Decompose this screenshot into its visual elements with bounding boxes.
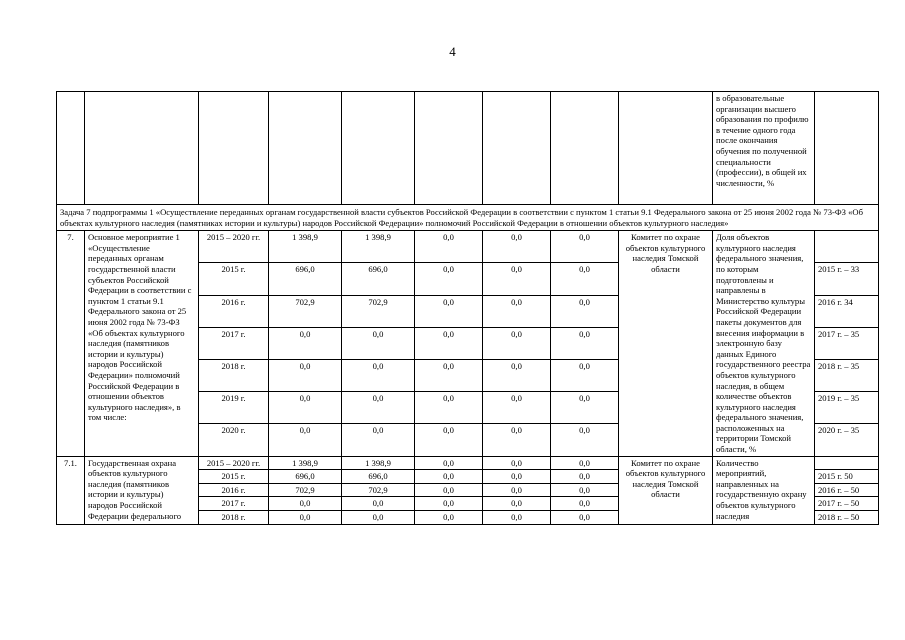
indicator-cell: Количество мероприятий, направленных на государственную охрану объектов культурного наследия	[713, 456, 815, 524]
row-number: 7.1.	[57, 456, 85, 524]
period-cell: 2017 г.	[199, 327, 269, 359]
federal-cell: 0,0	[342, 327, 415, 359]
activity-name: Государственная охрана объектов культурного наследия (памятников истории и культуры) народов Российской Федерации федерального	[85, 456, 199, 524]
federal-cell: 702,9	[342, 483, 415, 497]
regional-cell: 0,0	[415, 483, 483, 497]
period-cell: 2020 г.	[199, 424, 269, 456]
period-cell: 2015 – 2020 гг.	[199, 456, 269, 470]
local-cell: 0,0	[483, 483, 551, 497]
regional-cell: 0,0	[415, 295, 483, 327]
local-cell: 0,0	[483, 470, 551, 484]
local-cell: 0,0	[483, 263, 551, 295]
executor-cell: Комитет по охране объектов культурного наследия Томской области	[619, 456, 713, 524]
target-cell: 2019 г. – 35	[815, 392, 879, 424]
federal-cell: 1 398,9	[342, 231, 415, 263]
period-cell: 2017 г.	[199, 497, 269, 511]
total-cell: 696,0	[269, 470, 342, 484]
total-cell: 702,9	[269, 483, 342, 497]
period-cell: 2019 г.	[199, 392, 269, 424]
program-table	[56, 91, 879, 525]
extra-cell: 0,0	[551, 424, 619, 456]
total-cell: 0,0	[269, 327, 342, 359]
executor-cell: Комитет по охране объектов культурного наследия Томской области	[619, 231, 713, 456]
target-cell: 2015 г. – 33	[815, 263, 879, 295]
regional-cell: 0,0	[415, 360, 483, 392]
regional-cell: 0,0	[415, 424, 483, 456]
period-cell: 2015 – 2020 гг.	[199, 231, 269, 263]
row-number: 7.	[57, 231, 85, 456]
regional-cell: 0,0	[415, 392, 483, 424]
local-cell: 0,0	[483, 511, 551, 525]
continued-row	[57, 92, 879, 205]
total-cell: 696,0	[269, 263, 342, 295]
federal-cell: 0,0	[342, 511, 415, 525]
target-cell	[815, 231, 879, 263]
local-cell: 0,0	[483, 497, 551, 511]
extra-cell: 0,0	[551, 263, 619, 295]
total-cell: 0,0	[269, 497, 342, 511]
target-cell: 2015 г. 50	[815, 470, 879, 484]
local-cell: 0,0	[483, 360, 551, 392]
target-cell: 2016 г. 34	[815, 295, 879, 327]
regional-cell: 0,0	[415, 263, 483, 295]
activity-name: Основное мероприятие 1 «Осуществление переданных органам государственной власти субъектов Российской Федерации в соответствии с пунктом 1 статьи 9.1 Федерального закона от 25 июня 2002 года № 73-ФЗ «Об объектах культурного наследия (памятников истории и культуры) народов Российской Федерации» полномочий Российской Федерации в отношении объектов культурного наследия», в том числе:	[85, 231, 199, 456]
regional-cell: 0,0	[415, 456, 483, 470]
period-cell: 2018 г.	[199, 511, 269, 525]
total-cell: 0,0	[269, 424, 342, 456]
indicator-cell: в образовательные организации высшего образования по профилю в течение одного года после окончания обучения по полученной специальности (профессии), в общей их численности, %	[713, 92, 815, 205]
federal-cell: 1 398,9	[342, 456, 415, 470]
task-heading-row	[57, 205, 879, 231]
federal-cell: 0,0	[342, 424, 415, 456]
extra-cell: 0,0	[551, 470, 619, 484]
federal-cell: 696,0	[342, 263, 415, 295]
local-cell: 0,0	[483, 231, 551, 263]
regional-cell: 0,0	[415, 231, 483, 263]
federal-cell: 0,0	[342, 360, 415, 392]
period-cell: 2015 г.	[199, 470, 269, 484]
extra-cell: 0,0	[551, 360, 619, 392]
indicator-cell: Доля объектов культурного наследия федерального значения, по которым подготовлены и направлены в Министерство культуры Российской Федерации пакеты документов для внесения информации в электронную базу данных Единого государственного реестра объектов культурного наследия, в общем количестве объектов культурного наследия федерального значения, расположенных на территории Томской области, %	[713, 231, 815, 456]
local-cell: 0,0	[483, 392, 551, 424]
local-cell: 0,0	[483, 456, 551, 470]
target-cell: 2017 г. – 35	[815, 327, 879, 359]
table-row	[57, 231, 879, 263]
period-cell: 2018 г.	[199, 360, 269, 392]
extra-cell: 0,0	[551, 497, 619, 511]
total-cell: 1 398,9	[269, 231, 342, 263]
federal-cell: 0,0	[342, 497, 415, 511]
period-cell: 2016 г.	[199, 483, 269, 497]
extra-cell: 0,0	[551, 511, 619, 525]
extra-cell: 0,0	[551, 456, 619, 470]
regional-cell: 0,0	[415, 497, 483, 511]
local-cell: 0,0	[483, 295, 551, 327]
regional-cell: 0,0	[415, 511, 483, 525]
task-heading: Задача 7 подпрограммы 1 «Осуществление переданных органам государственной власти субъектов Российской Федерации в соответствии с пунктом 1 статьи 9.1 Федерального закона от 25 июня 2002 года № 73-ФЗ «Об объектах культурного наследия (памятниках истории и культуры) народов Российской Федерации» полномочий Российской Федерации в отношении объектов культурного наследия»	[57, 205, 879, 231]
regional-cell: 0,0	[415, 470, 483, 484]
target-cell: 2018 г. – 50	[815, 511, 879, 525]
total-cell: 1 398,9	[269, 456, 342, 470]
target-cell: 2016 г. – 50	[815, 483, 879, 497]
regional-cell: 0,0	[415, 327, 483, 359]
federal-cell: 0,0	[342, 392, 415, 424]
total-cell: 0,0	[269, 392, 342, 424]
target-cell	[815, 456, 879, 470]
extra-cell: 0,0	[551, 231, 619, 263]
table-row	[57, 456, 879, 470]
target-cell: 2018 г. – 35	[815, 360, 879, 392]
total-cell: 0,0	[269, 511, 342, 525]
local-cell: 0,0	[483, 424, 551, 456]
local-cell: 0,0	[483, 327, 551, 359]
period-cell: 2016 г.	[199, 295, 269, 327]
target-cell: 2017 г. – 50	[815, 497, 879, 511]
extra-cell: 0,0	[551, 392, 619, 424]
page-number: 4	[449, 44, 456, 59]
total-cell: 0,0	[269, 360, 342, 392]
extra-cell: 0,0	[551, 327, 619, 359]
federal-cell: 702,9	[342, 295, 415, 327]
total-cell: 702,9	[269, 295, 342, 327]
extra-cell: 0,0	[551, 295, 619, 327]
period-cell: 2015 г.	[199, 263, 269, 295]
extra-cell: 0,0	[551, 483, 619, 497]
target-cell: 2020 г. – 35	[815, 424, 879, 456]
federal-cell: 696,0	[342, 470, 415, 484]
